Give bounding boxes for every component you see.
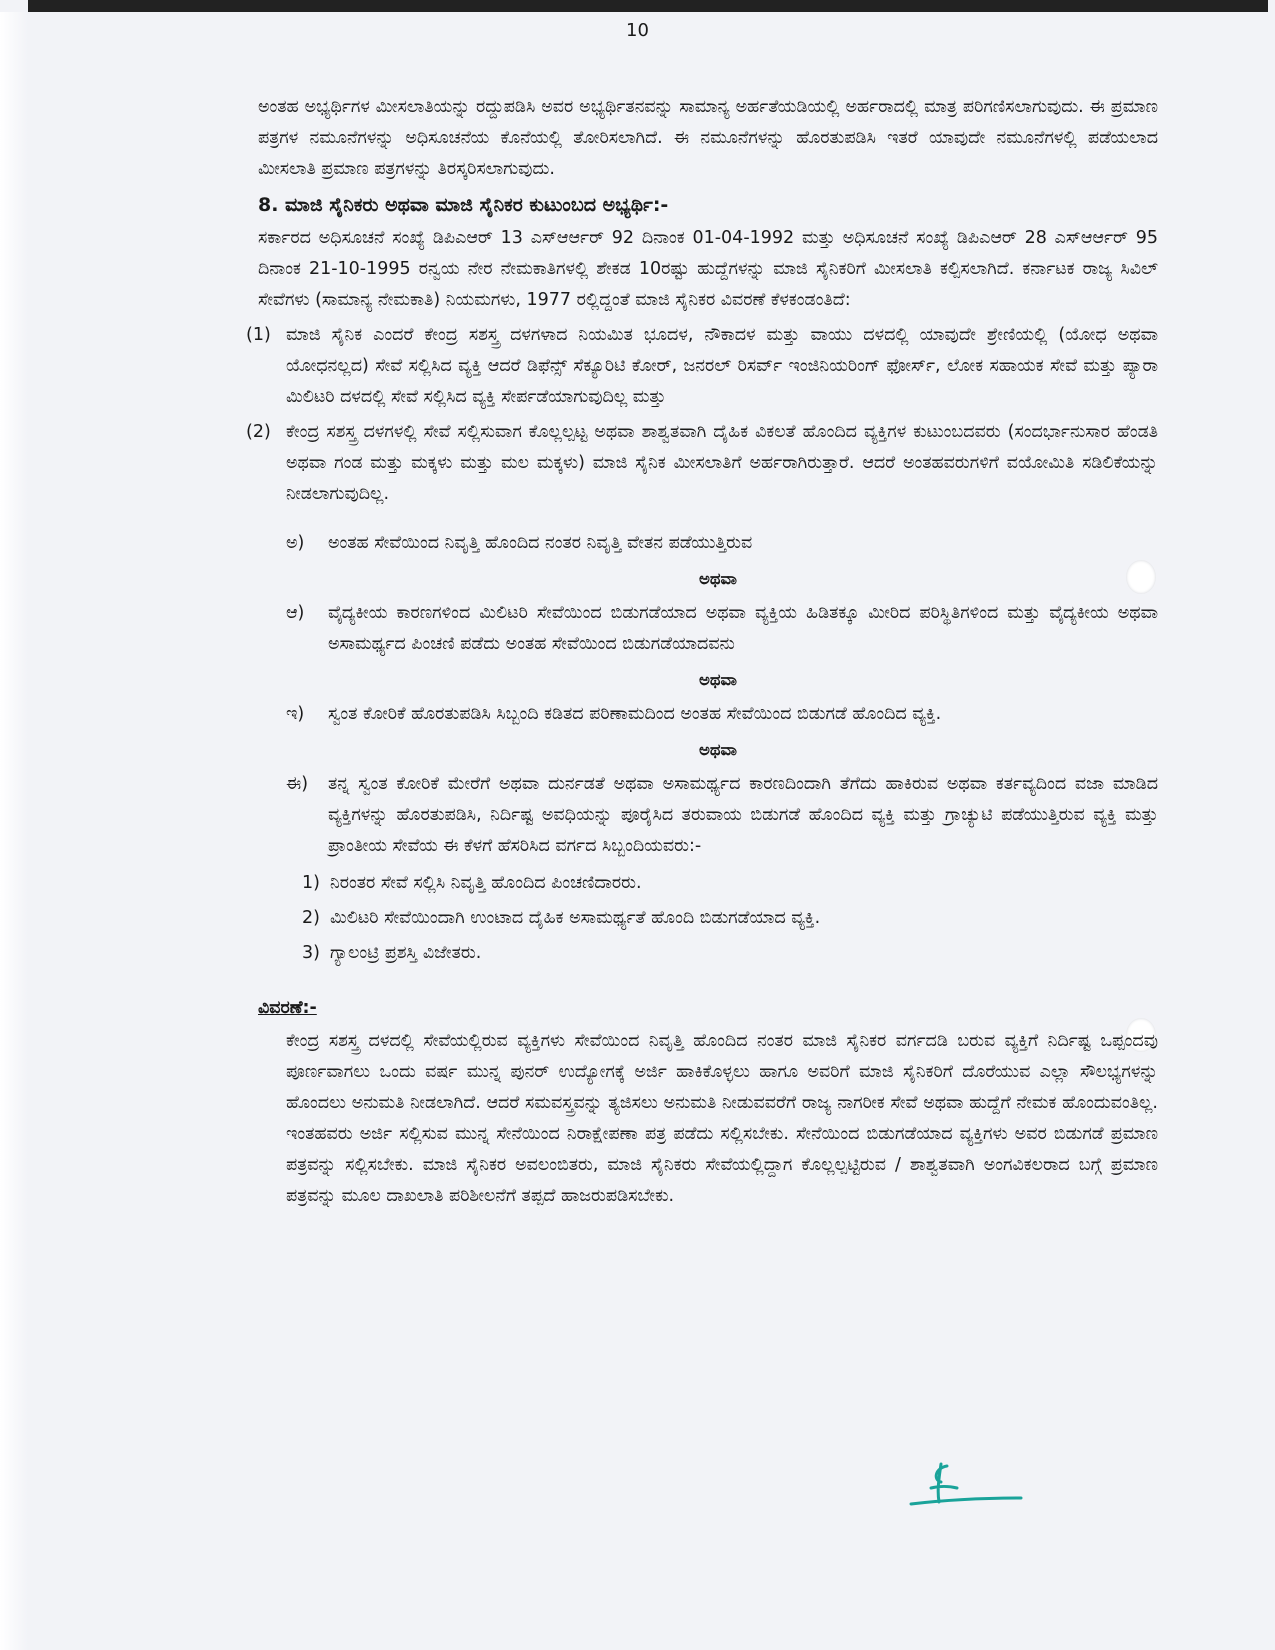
signature-stroke <box>911 1464 1021 1504</box>
sub-item-text: ವೈದ್ಯಕೀಯ ಕಾರಣಗಳಿಂದ ಮಿಲಿಟರಿ ಸೇವೆಯಿಂದ ಬಿಡುಗಡೆಯಾದ ಅಥವಾ ವ್ಯಕ್ತಿಯ ಹಿಡಿತಕ್ಕೂ ಮೀರಿದ ಪರಿಸ್ಥಿತಿಗಳಿಂದ ಮತ್ತು ವೈದ್ಯಕೀಯ ಅಥವಾ ಅಸಾಮರ್ಥ್ಯದ ಪಿಂಚಣಿ ಪಡೆದು ಅಂತಹ ಸೇವೆಯಿಂದ ಬಿಡುಗಡೆಯಾದವನು <box>328 603 1158 654</box>
item-text: ಕೇಂದ್ರ ಸಶಸ್ತ್ರ ದಳಗಳಲ್ಲಿ ಸೇವೆ ಸಲ್ಲಿಸುವಾಗ ಕೊಲ್ಲಲ್ಪಟ್ಟ ಅಥವಾ ಶಾಶ್ವತವಾಗಿ ದೈಹಿಕ ವಿಕಲತೆ ಹೊಂದಿದ ವ್ಯಕ್ತಿಗಳ ಕುಟುಂಬದವರು (ಸಂದರ್ಭಾನುಸಾರ ಹೆಂಡತಿ ಅಥವಾ ಗಂಡ ಮತ್ತು ಮಕ್ಕಳು ಮತ್ತು ಮಲ ಮಕ್ಕಳು) ಮಾಜಿ ಸೈನಿಕ ಮೀಸಲಾತಿಗೆ ಅರ್ಹರಾಗಿರುತ್ತಾರೆ. ಆದರೆ ಅಂತಹವರುಗಳಿಗೆ ವಯೋಮಿತಿ ಸಡಿಲಿಕೆಯನ್ನು ನೀಡಲಾಗುವುದಿಲ್ಲ. <box>286 422 1158 504</box>
sub-item <box>286 598 1158 660</box>
list-marker: 1) <box>302 873 320 893</box>
item-marker: (2) <box>246 422 271 442</box>
list-item <box>302 903 1158 934</box>
sub-item <box>286 769 1158 862</box>
sub-item-marker: ಈ) <box>286 774 309 794</box>
signature-mark <box>905 1458 1025 1518</box>
scan-left-margin <box>0 12 28 1650</box>
item-marker: (1) <box>246 325 271 345</box>
list-text: ಗ್ಯಾಲಂಟ್ರಿ ಪ್ರಶಸ್ತಿ ವಿಜೇತರು. <box>330 943 482 963</box>
section-heading: 8. ಮಾಜಿ ಸೈನಿಕರು ಅಥವಾ ಮಾಜಿ ಸೈನಿಕರ ಕುಟುಂಬದ ಅಭ್ಯರ್ಥಿ:- <box>258 194 669 216</box>
sub-item-marker: ಆ) <box>286 603 305 623</box>
sub-item <box>286 699 1158 730</box>
sub-item-marker: ಇ) <box>286 704 305 724</box>
item-text: ಮಾಜಿ ಸೈನಿಕ ಎಂದರೆ ಕೇಂದ್ರ ಸಶಸ್ತ್ರ ದಳಗಳಾದ ನಿಯಮಿತ ಭೂದಳ, ನೌಕಾದಳ ಮತ್ತು ವಾಯು ದಳದಲ್ಲಿ ಯಾವುದೇ ಶ್ರೇಣಿಯಲ್ಲಿ (ಯೋಧ ಅಥವಾ ಯೋಧನಲ್ಲದ) ಸೇವೆ ಸಲ್ಲಿಸಿದ ವ್ಯಕ್ತಿ ಆದರೆ ಡಿಫೆನ್ಸ್ ಸೆಕ್ಯೂರಿಟಿ ಕೋರ್, ಜನರಲ್ ರಿಸರ್ವ್ ಇಂಜಿನಿಯರಿಂಗ್ ಫೋರ್ಸ್, ಲೋಕ ಸಹಾಯಕ ಸೇವೆ ಮತ್ತು ಪ್ಯಾರಾ ಮಿಲಿಟರಿ ದಳದಲ್ಲಿ ಸೇವೆ ಸಲ್ಲಿಸಿದ ವ್ಯಕ್ತಿ ಸೇರ್ಪಡೆಯಾಗುವುದಿಲ್ಲ ಮತ್ತು <box>286 325 1158 407</box>
list-text: ಮಿಲಿಟರಿ ಸೇವೆಯಿಂದಾಗಿ ಉಂಟಾದ ದೈಹಿಕ ಅಸಾಮರ್ಥ್ಯತೆ ಹೊಂದಿ ಬಿಡುಗಡೆಯಾದ ವ್ಯಕ್ತಿ. <box>330 908 821 928</box>
numbered-item <box>246 417 1158 510</box>
intro-paragraph: ಅಂತಹ ಅಭ್ಯರ್ಥಿಗಳ ಮೀಸಲಾತಿಯನ್ನು ರದ್ದುಪಡಿಸಿ ಅವರ ಅಭ್ಯರ್ಥಿತನವನ್ನು ಸಾಮಾನ್ಯ ಅರ್ಹತೆಯಡಿಯಲ್ಲಿ ಅರ್ಹರಾದಲ್ಲಿ ಮಾತ್ರ ಪರಿಗಣಿಸಲಾಗುವುದು. ಈ ಪ್ರಮಾಣ ಪತ್ರಗಳ ನಮೂನೆಗಳನ್ನು ಅಧಿಸೂಚನೆಯ ಕೊನೆಯಲ್ಲಿ ತೋರಿಸಲಾಗಿದೆ. ಈ ನಮೂನೆಗಳನ್ನು ಹೊರತುಪಡಿಸಿ ಇತರೆ ಯಾವುದೇ ನಮೂನೆಗಳಲ್ಲಿ ಪಡೆಯಲಾದ ಮೀಸಲಾತಿ ಪ್ರಮಾಣ ಪತ್ರಗಳನ್ನು ತಿರಸ್ಕರಿಸಲಾಗುವುದು. <box>258 97 1158 179</box>
scan-top-edge <box>28 0 1268 12</box>
sub-item-marker: ಅ) <box>286 533 305 553</box>
sub-item-text: ತನ್ನ ಸ್ವಂತ ಕೋರಿಕೆ ಮೇರೆಗೆ ಅಥವಾ ದುರ್ನಡತೆ ಅಥವಾ ಅಸಾಮರ್ಥ್ಯದ ಕಾರಣದಿಂದಾಗಿ ತೆಗೆದು ಹಾಕಿರುವ ಅಥವಾ ಕರ್ತವ್ಯದಿಂದ ವಜಾ ಮಾಡಿದ ವ್ಯಕ್ತಿಗಳನ್ನು ಹೊರತುಪಡಿಸಿ, ನಿರ್ದಿಷ್ಟ ಅವಧಿಯನ್ನು ಪೂರೈಸಿದ ತರುವಾಯ ಬಿಡುಗಡೆ ಹೊಂದಿದ ವ್ಯಕ್ತಿ ಮತ್ತು ಗ್ರಾಚ್ಯುಟಿ ಪಡೆಯುತ್ತಿರುವ ವ್ಯಕ್ತಿ ಮತ್ತು ಪ್ರಾಂತೀಯ ಸೇವೆಯ ಈ ಕೆಳಗೆ ಹೆಸರಿಸಿದ ವರ್ಗದ ಸಿಬ್ಬಂದಿಯವರು:- <box>328 774 1158 856</box>
section-intro: ಸರ್ಕಾರದ ಅಧಿಸೂಚನೆ ಸಂಖ್ಯೆ ಡಿಪಿಎಆರ್ 13 ಎಸ್ಆರ್ಆರ್ 92 ದಿನಾಂಕ 01-04-1992 ಮತ್ತು ಅಧಿಸೂಚನೆ ಸಂಖ್ಯೆ ಡಿಪಿಎಆರ್ 28 ಎಸ್ಆರ್ಆರ್ 95 ದಿನಾಂಕ 21-10-1995 ರನ್ವಯ ನೇರ ನೇಮಕಾತಿಗಳಲ್ಲಿ ಶೇಕಡ 10ರಷ್ಟು ಹುದ್ದೆಗಳನ್ನು ಮಾಜಿ ಸೈನಿಕರಿಗೆ ಮೀಸಲಾತಿ ಕಲ್ಪಿಸಲಾಗಿದೆ. ಕರ್ನಾಟಕ ರಾಜ್ಯ ಸಿವಿಲ್ ಸೇವೆಗಳು (ಸಾಮಾನ್ಯ ನೇಮಕಾತಿ) ನಿಯಮಗಳು, 1977 ರಲ್ಲಿದ್ದಂತೆ ಮಾಜಿ ಸೈನಿಕರ ವಿವರಣೆ ಕೆಳಕಂಡಂತಿದೆ: <box>258 228 1158 310</box>
list-marker: 3) <box>302 943 320 963</box>
sub-item <box>286 528 1158 559</box>
explanation-heading: ವಿವರಣೆ:- <box>258 998 317 1018</box>
category-list <box>302 868 1158 969</box>
page-number: 10 <box>626 20 649 41</box>
explanation-body: ಕೇಂದ್ರ ಸಶಸ್ತ್ರ ದಳದಲ್ಲಿ ಸೇವೆಯಲ್ಲಿರುವ ವ್ಯಕ್ತಿಗಳು ಸೇವೆಯಿಂದ ನಿವೃತ್ತಿ ಹೊಂದಿದ ನಂತರ ಮಾಜಿ ಸೈನಿಕರ ವರ್ಗದಡಿ ಬರುವ ವ್ಯಕ್ತಿಗೆ ನಿರ್ದಿಷ್ಟ ಒಪ್ಪಂದವು ಪೂರ್ಣವಾಗಲು ಒಂದು ವರ್ಷ ಮುನ್ನ ಪುನರ್ ಉದ್ಯೋಗಕ್ಕೆ ಅರ್ಜಿ ಹಾಕಿಕೊಳ್ಳಲು ಹಾಗೂ ಅವರಿಗೆ ಮಾಜಿ ಸೈನಿಕರಿಗೆ ದೊರೆಯುವ ಎಲ್ಲಾ ಸೌಲಭ್ಯಗಳನ್ನು ಹೊಂದಲು ಅನುಮತಿ ನೀಡಲಾಗಿದೆ. ಆದರೆ ಸಮವಸ್ತ್ರವನ್ನು ತ್ಯಜಿಸಲು ಅನುಮತಿ ನೀಡುವವರೆಗೆ ರಾಜ್ಯ ನಾಗರೀಕ ಸೇವೆ ಅಥವಾ ಹುದ್ದೆಗೆ ನೇಮಕ ಹೊಂದುವಂತಿಲ್ಲ. ಇಂತಹವರು ಅರ್ಜಿ ಸಲ್ಲಿಸುವ ಮುನ್ನ ಸೇನೆಯಿಂದ ನಿರಾಕ್ಷೇಪಣಾ ಪತ್ರ ಪಡೆದು ಸಲ್ಲಿಸಬೇಕು. ಸೇನೆಯಿಂದ ಬಿಡುಗಡೆಯಾದ ವ್ಯಕ್ತಿಗಳು ಅವರ ಬಿಡುಗಡೆ ಪ್ರಮಾಣ ಪತ್ರವನ್ನು ಸಲ್ಲಿಸಬೇಕು. ಮಾಜಿ ಸೈನಿಕರ ಅವಲಂಬಿತರು, ಮಾಜಿ ಸೈನಿಕರು ಸೇವೆಯಲ್ಲಿದ್ದಾಗ ಕೊಲ್ಲಲ್ಪಟ್ಟಿರುವ / ಶಾಶ್ವತವಾಗಿ ಅಂಗವಿಕಲರಾದ ಬಗ್ಗೆ ಪ್ರಮಾಣ ಪತ್ರವನ್ನು ಮೂಲ ದಾಖಲಾತಿ ಪರಿಶೀಲನೆಗೆ ತಪ್ಪದೆ ಹಾಜರುಪಡಿಸಬೇಕು. <box>286 1031 1158 1206</box>
list-item <box>302 938 1158 969</box>
or-separator: ಅಥವಾ <box>699 740 737 759</box>
or-separator: ಅಥವಾ <box>699 670 737 689</box>
sub-item-text: ಸ್ವಂತ ಕೋರಿಕೆ ಹೊರತುಪಡಿಸಿ ಸಿಬ್ಬಂದಿ ಕಡಿತದ ಪರಿಣಾಮದಿಂದ ಅಂತಹ ಸೇವೆಯಿಂದ ಬಿಡುಗಡೆ ಹೊಂದಿದ ವ್ಯಕ್ತಿ. <box>328 704 942 724</box>
list-text: ನಿರಂತರ ಸೇವೆ ಸಲ್ಲಿಸಿ ನಿವೃತ್ತಿ ಹೊಂದಿದ ಪಿಂಚಣಿದಾರರು. <box>330 873 642 893</box>
or-separator: ಅಥವಾ <box>699 569 737 588</box>
list-item <box>302 868 1158 899</box>
document-body <box>246 92 1158 1212</box>
sub-item-text: ಅಂತಹ ಸೇವೆಯಿಂದ ನಿವೃತ್ತಿ ಹೊಂದಿದ ನಂತರ ನಿವೃತ್ತಿ ವೇತನ ಪಡೆಯುತ್ತಿರುವ <box>328 533 753 553</box>
list-marker: 2) <box>302 908 320 928</box>
numbered-item <box>246 320 1158 413</box>
